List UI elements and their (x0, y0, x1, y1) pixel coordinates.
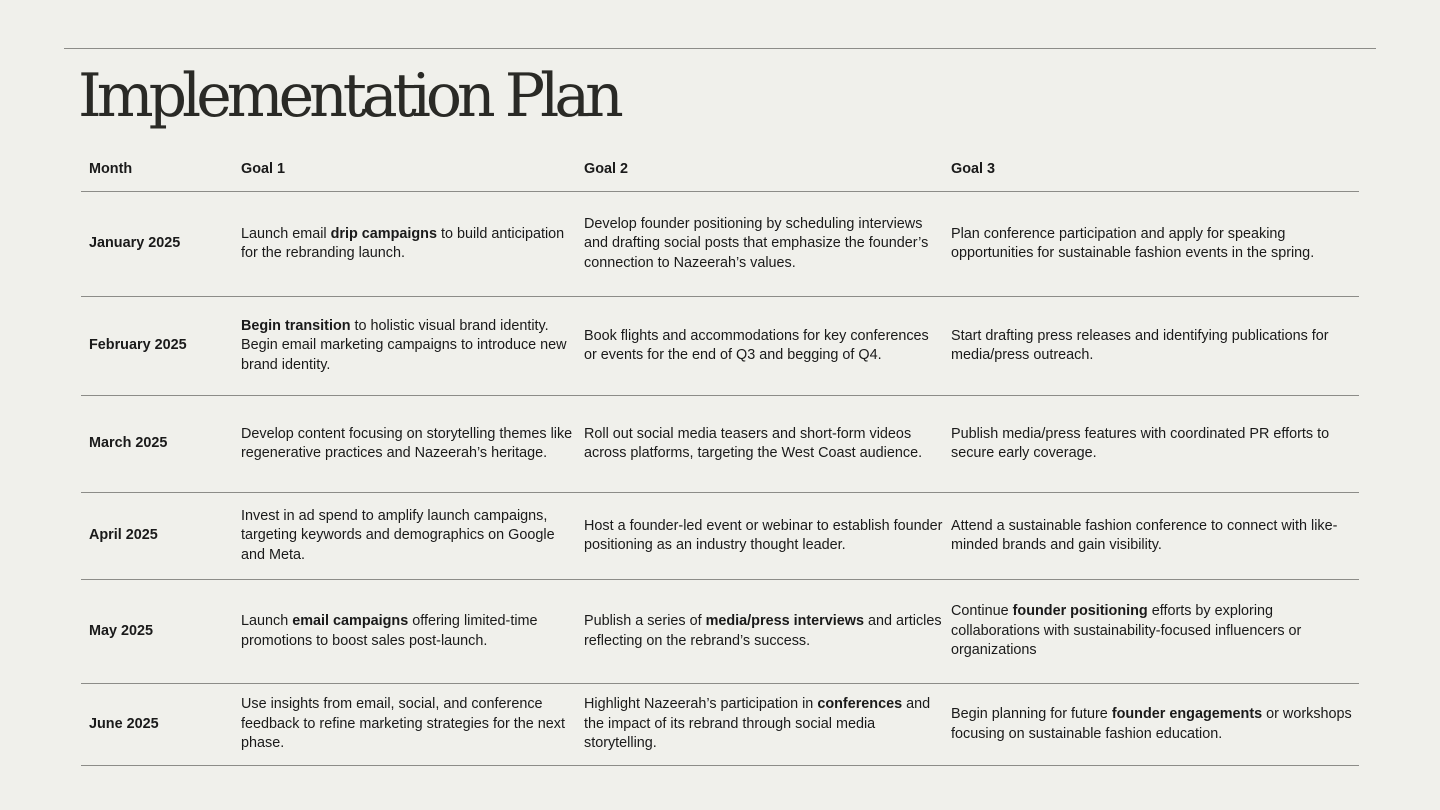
header-goal-1: Goal 1 (233, 148, 576, 192)
month-cell: May 2025 (81, 580, 233, 684)
goal-3-cell: Plan conference participation and apply for speaking opportunities for sustainable fashion events in the spring. (943, 192, 1359, 297)
table-row (81, 192, 1359, 297)
header-month: Month (81, 148, 233, 192)
table-row (81, 297, 1359, 396)
month-cell: March 2025 (81, 396, 233, 493)
goal-3-cell: Attend a sustainable fashion conference to connect with like-minded brands and gain visibility. (943, 493, 1359, 580)
goal-2-cell: Host a founder-led event or webinar to establish founder positioning as an industry thought leader. (576, 493, 943, 580)
goal-1-cell: Begin transition to holistic visual brand identity. Begin email marketing campaigns to introduce new brand identity. (233, 297, 576, 396)
goal-3-cell: Begin planning for future founder engagements or workshops focusing on sustainable fashion education. (943, 684, 1359, 766)
implementation-table (81, 148, 1359, 766)
month-cell: February 2025 (81, 297, 233, 396)
goal-2-cell: Book flights and accommodations for key conferences or events for the end of Q3 and begging of Q4. (576, 297, 943, 396)
goal-1-cell: Use insights from email, social, and conference feedback to refine marketing strategies for the next phase. (233, 684, 576, 766)
table-row (81, 493, 1359, 580)
goal-2-cell: Publish a series of media/press interviews and articles reflecting on the rebrand’s success. (576, 580, 943, 684)
goal-2-cell: Highlight Nazeerah’s participation in conferences and the impact of its rebrand through social media storytelling. (576, 684, 943, 766)
table-row (81, 396, 1359, 493)
header-goal-3: Goal 3 (943, 148, 1359, 192)
goal-3-cell: Continue founder positioning efforts by exploring collaborations with sustainability-focused influencers or organizations (943, 580, 1359, 684)
goal-2-cell: Develop founder positioning by scheduling interviews and drafting social posts that emphasize the founder’s connection to Nazeerah’s values. (576, 192, 943, 297)
goal-1-cell: Develop content focusing on storytelling themes like regenerative practices and Nazeerah’s heritage. (233, 396, 576, 493)
page-title: Implementation Plan (78, 61, 619, 131)
goal-3-cell: Start drafting press releases and identifying publications for media/press outreach. (943, 297, 1359, 396)
goal-1-cell: Invest in ad spend to amplify launch campaigns, targeting keywords and demographics on Google and Meta. (233, 493, 576, 580)
goal-3-cell: Publish media/press features with coordinated PR efforts to secure early coverage. (943, 396, 1359, 493)
table-header-row (81, 148, 1359, 192)
table-row (81, 580, 1359, 684)
month-cell: June 2025 (81, 684, 233, 766)
goal-2-cell: Roll out social media teasers and short-form videos across platforms, targeting the West Coast audience. (576, 396, 943, 493)
month-cell: January 2025 (81, 192, 233, 297)
month-cell: April 2025 (81, 493, 233, 580)
goal-1-cell: Launch email campaigns offering limited-time promotions to boost sales post-launch. (233, 580, 576, 684)
table-row (81, 684, 1359, 766)
goal-1-cell: Launch email drip campaigns to build anticipation for the rebranding launch. (233, 192, 576, 297)
top-divider (64, 48, 1376, 49)
header-goal-2: Goal 2 (576, 148, 943, 192)
